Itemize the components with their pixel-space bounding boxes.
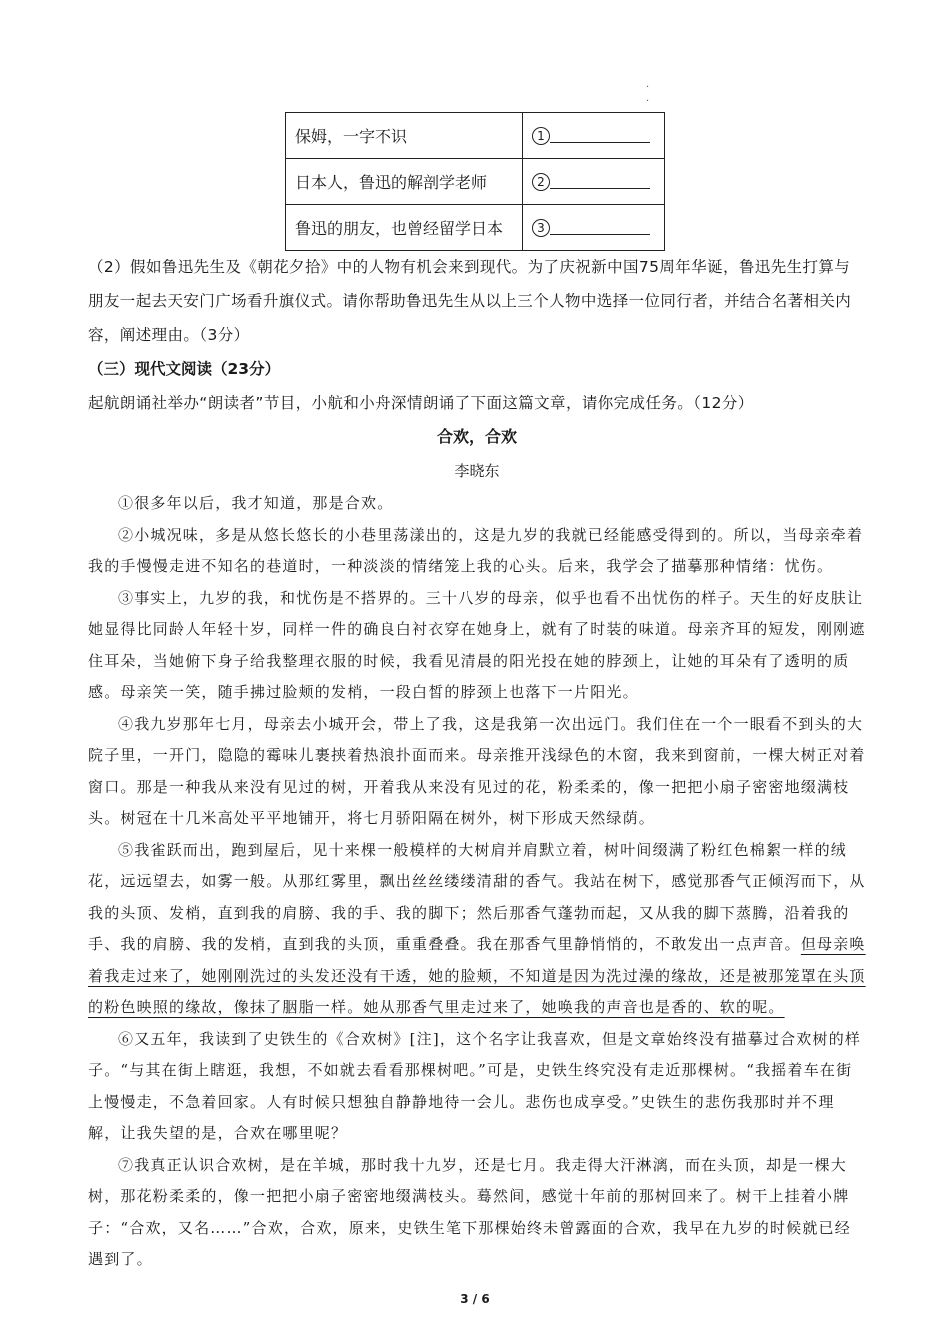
circled-number: 3 bbox=[532, 219, 550, 237]
answer-cell[interactable] bbox=[523, 205, 665, 251]
article-paragraph-4: ④我九岁那年七月，母亲去小城开会，带上了我，这是我第一次出远门。我们住在一个一眼看不到头的大院子里，一开门，隐隐的霉味儿裹挟着热浪扑面而来。母亲推开浅绿色的木窗，我来到窗前，一棵大树正对着窗口。那是一种我从来没有见过的树，开着我从来没有见过的花，粉柔柔的，像一把把小扇子密密地缀满枝头。树冠在十几米高处平平地铺开，将七月骄阳隔在树外，树下形成天然绿荫。 bbox=[88, 714, 866, 827]
table-row bbox=[286, 113, 665, 159]
answer-cell[interactable] bbox=[523, 159, 665, 205]
answer-blank[interactable] bbox=[550, 174, 650, 189]
article-paragraph-6: ⑥又五年，我读到了史铁生的《合欢树》[注]，这个名字让我喜欢，但是文章始终没有描摹过合欢树的样子。“与其在街上瞎逛，我想，不如就去看看那棵树吧。”可是，史铁生终究没有走近那棵树。“我摇着车在街上慢慢走，不急着回家。人有时候只想独自静静地待一会儿。悲伤也成享受。”史铁生的悲伤我那时并不理解，让我失望的是，合欢在哪里呢？ bbox=[88, 1029, 862, 1142]
article-paragraph-1: ①很多年以后，我才知道，那是合欢。 bbox=[118, 494, 394, 512]
question-2: （2）假如鲁迅先生及《朝花夕拾》中的人物有机会来到现代。为了庆祝新中国75周年华诞，鲁迅先生打算与朋友一起去天安门广场看升旗仪式。请你帮助鲁迅先生从以上三个人物中选择一位同行者，并结合名著相关内容，阐述理由。（3分） bbox=[88, 258, 852, 344]
article-title: 合欢，合欢 bbox=[436, 427, 517, 446]
underlined-sentence: 但母亲唤着我走过来了，她刚刚洗过的头发还没有干透，她的脸颊，不知道是因为洗过澡的缘故，还是被那笼罩在头顶的粉色映照的缘故，像抹了胭脂一样。她从那香气里走过来了，她唤我的声音也是香的、软的呢。 bbox=[88, 935, 866, 1016]
article-paragraph-3: ③事实上，九岁的我，和忧伤是不搭界的。三十八岁的母亲，似乎也看不出忧伤的样子。天生的好皮肤让她显得比同龄人年轻十岁，同样一件的确良白衬衣穿在她身上，就有了时装的味道。母亲齐耳的短发，刚刚遮住耳朵，当她俯下身子给我整理衣服的时候，我看见清晨的阳光投在她的脖颈上，让她的耳朵有了透明的质感。母亲笑一笑，随手拂过脸颊的发梢，一段白皙的脖颈上也落下一片阳光。 bbox=[88, 588, 866, 701]
article-paragraph-2: ②小城况味，多是从悠长悠长的小巷里荡漾出的，这是九岁的我就已经能感受得到的。所以，当母亲牵着我的手慢慢走进不知名的巷道时，一种淡淡的情绪笼上我的心头。后来，我学会了描摹那种情绪：忧伤。 bbox=[88, 525, 864, 575]
article-paragraph-7: ⑦我真正认识合欢树，是在羊城，那时我十九岁，还是七月。我走得大汗淋漓，而在头顶，却是一棵大树，那花粉柔柔的，像一把把小扇子密密地缀满枝头。蓦然间，感觉十年前的那树回来了。树干上挂着小牌子：“合欢，又名……”合欢，合欢，原来，史铁生笔下那棵始终未曾露面的合欢，我早在九岁的时候就已经遇到了。 bbox=[88, 1155, 851, 1268]
character-description: 日本人，鲁迅的解剖学老师 bbox=[286, 159, 523, 205]
corner-dots: . . bbox=[646, 79, 650, 104]
answer-blank[interactable] bbox=[550, 128, 650, 143]
answer-blank[interactable] bbox=[550, 220, 650, 235]
reading-intro: 起航朗诵社举办“朗读者”节目，小航和小舟深情朗诵了下面这篇文章，请你完成任务。（12分） bbox=[88, 394, 754, 412]
article-paragraph-5 bbox=[88, 835, 866, 1024]
answer-cell[interactable] bbox=[523, 113, 665, 159]
circled-number: 1 bbox=[532, 127, 550, 145]
character-description: 鲁迅的朋友，也曾经留学日本 bbox=[286, 205, 523, 251]
character-description: 保姆，一字不识 bbox=[286, 113, 523, 159]
paragraph-5-text: ⑤我雀跃而出，跑到屋后，见十来棵一般模样的大树肩并肩默立着，树叶间缀满了粉红色棉絮一样的绒花，远远望去，如雾一般。从那红雾里，飘出丝丝缕缕清甜的香气。我站在树下，感觉那香气正倾泻而下，从我的头顶、发梢，直到我的肩膀、我的手、我的脚下；然后那香气蓬勃而起，又从我的脚下蒸腾，沿着我的手、我的肩膀、我的发梢，直到我的头顶，重重叠叠。我在那香气里静悄悄的，不敢发出一点声音。 bbox=[88, 840, 866, 953]
table-row bbox=[286, 205, 665, 251]
circled-number: 2 bbox=[532, 173, 550, 191]
table-row bbox=[286, 159, 665, 205]
article-author: 李晓东 bbox=[454, 462, 500, 480]
character-table bbox=[285, 112, 665, 251]
section-heading: （三）现代文阅读（23分） bbox=[88, 360, 281, 378]
page-number: 3 / 6 bbox=[460, 1292, 490, 1306]
page-content bbox=[88, 250, 866, 1276]
